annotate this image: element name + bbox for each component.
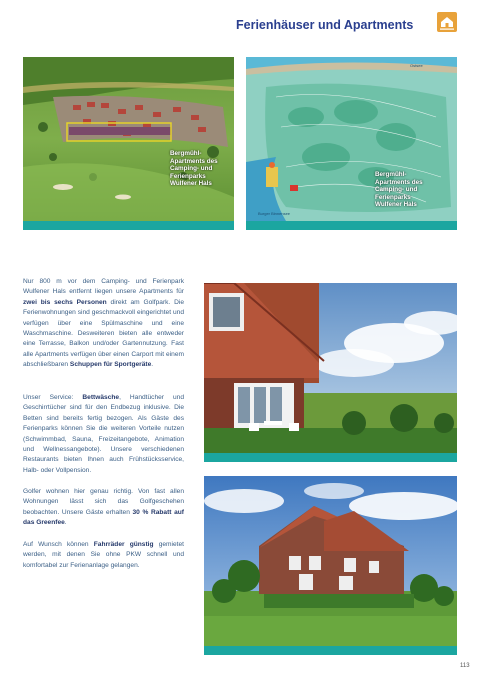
aerial-label-line: Ferienparks (170, 172, 206, 180)
paragraph-bikes (23, 540, 184, 571)
map-caption-bar (246, 221, 457, 230)
house-photo-terrace (204, 283, 457, 453)
text-bold: 30 % Rabatt auf das Greenfee (23, 508, 184, 527)
paragraph-golf (23, 487, 184, 529)
map-bottom-label: Burger Binnensee (258, 211, 291, 216)
page-title: Ferienhäuser und Apartments (236, 18, 414, 32)
text-bold: Fahrräder günstig (93, 541, 154, 548)
text-run: . (151, 361, 154, 369)
text-bold: zwei bis sechs Personen (23, 298, 107, 306)
map-label-line: Camping- und (375, 186, 418, 194)
house-photo-terrace-bar (204, 453, 457, 462)
aerial-overlay-label (170, 150, 218, 188)
text-bold: Bettwäsche (82, 394, 120, 401)
site-map (246, 57, 457, 221)
aerial-label-line: Bergmühl- (170, 150, 202, 157)
page-number: 113 (460, 663, 470, 669)
aerial-photo (23, 57, 234, 221)
house-photo-exterior (204, 476, 457, 646)
aerial-label-line: Camping- und (170, 165, 213, 173)
text-run: Nur 800 m vor dem Camping- und Ferienpark Wulfener Hals entfernt liegen unsere Apartments für (23, 278, 184, 296)
map-label-line: Wulfener Hals (375, 201, 417, 209)
text-run: Auf Wunsch können (23, 541, 94, 548)
text-run: . (64, 519, 67, 527)
house-photo-exterior-bar (204, 646, 457, 655)
aerial-label-line: Wulfener Hals (170, 180, 212, 188)
text-run: Golfer wohnen hier genau richtig. Von fast allen Wohnungen lässt sich das Golfgeschehen beobachten. Unsere Gäste erhalten (23, 488, 184, 516)
map-label-line: Ferienparks (375, 193, 411, 201)
house-logo-icon (437, 12, 457, 32)
text-run: , Handtücher und Geschirrtücher sind für den Endbezug inklusive. Die Betten sind bereits fertig bezogen. Als Gäste des Ferienparks können Sie die weiteren Vorteile nutzen (Schwimmbad, Sauna, Freizeitangebote, Animation und Wellnessangebote). Unsere verschiedenen Restaurants bieten Ihnen auch Frühstücksservice, Halb- oder Vollpension. (23, 394, 185, 474)
map-label-line: Apartments des (375, 178, 423, 186)
text-bold: Schuppen für Sportgeräte (69, 361, 152, 369)
paragraph-intro (23, 277, 184, 371)
text-run: Unser Service: (23, 394, 83, 401)
paragraph-service (23, 393, 184, 476)
map-top-label: Ostsee (410, 63, 423, 68)
text-run: direkt am Golfpark. Die Ferienwohnungen sind geschmackvoll eingerichtet und verfügen über eine Spülmaschine und eine Waschmaschine. Desweiteren bieten alle entweder eine Terrasse, Balkon und/oder Gartennutzung. Fast alle Apartments verfügen über einen Carport mit einem abschließbaren (23, 298, 184, 369)
map-label-line: Bergmühl- (375, 171, 407, 178)
map-overlay-label (375, 171, 423, 209)
aerial-label-line: Apartments des (170, 157, 218, 165)
text-run: gemietet werden, mit denen Sie ohne PKW schnell und komfortabel zur Ferienanlage gelangen. (23, 541, 184, 569)
aerial-caption-bar (23, 221, 234, 230)
